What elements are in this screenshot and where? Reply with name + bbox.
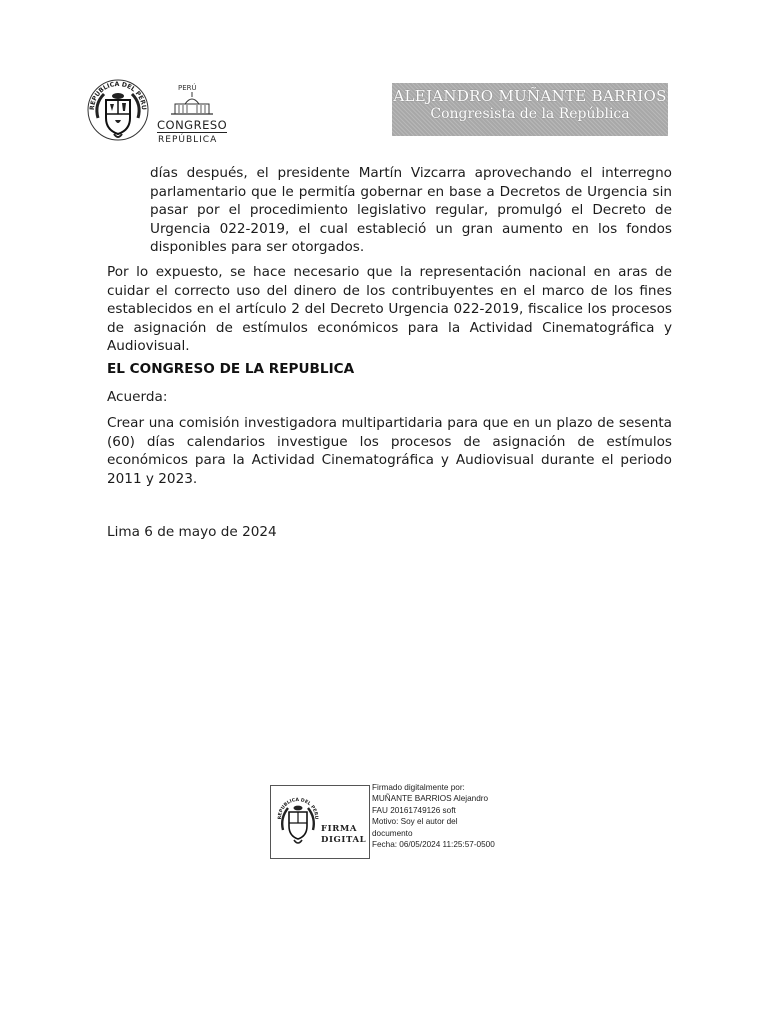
- paragraph-expuesto: Por lo expuesto, se hace necesario que la representación nacional en aras de cuidar el correcto uso del dinero de los contribuyentes en el marco de los fines establecidos en el artículo 2 del Decreto Urgencia 022-2019, fiscalice los procesos de asignación de estímulos económicos para la Actividad Cinematográfica y Audiovisual.: [107, 264, 672, 355]
- republica-wordmark: REPÚBLICA: [158, 135, 218, 145]
- acuerda-label: Acuerda:: [107, 389, 168, 405]
- firma-label: FIRMA: [321, 824, 358, 834]
- seal-text: REPUBLICA DEL PERU: [88, 80, 148, 111]
- signature-line-fecha: Fecha: 06/05/2024 11:25:57-0500: [372, 840, 495, 850]
- author-name: ALEJANDRO MUÑANTE BARRIOS: [393, 87, 667, 105]
- paragraph-continued: días después, el presidente Martín Vizcarra aprovechando el interregno parlamentario que le permitía gobernar en base a Decretos de Urgencia sin pasar por el procedimiento legislativo regular, promulgó el Decreto de Urgencia 022-2019, el cual estableció un gran aumento en los fondos disponibles para ser otorgados.: [150, 165, 672, 256]
- signature-line-motivo: Motivo: Soy el autor del: [372, 817, 458, 827]
- peru-shield-seal: [84, 74, 152, 146]
- congreso-country-label: PERÚ: [178, 84, 197, 92]
- congreso-wordmark: CONGRESO: [157, 118, 228, 132]
- digital-label: DIGITAL: [321, 835, 367, 845]
- author-header-box: [392, 83, 668, 136]
- document-date: Lima 6 de mayo de 2024: [107, 524, 277, 540]
- stamp-seal-text: REPUBLICA DEL PERU: [277, 797, 319, 820]
- signature-line-signed-by: Firmado digitalmente por:: [372, 783, 465, 792]
- firma-digital-label: [321, 824, 366, 846]
- signature-details: [372, 782, 495, 850]
- author-role: Congresista de la República: [430, 106, 630, 122]
- signature-seal-icon: [275, 790, 321, 852]
- congress-building-icon: [165, 92, 219, 116]
- paragraph-resolution: Crear una comisión investigadora multipartidaria para que en un plazo de sesenta (60) días calendarios investigue los procesos de asignación de estímulos económicos para la Actividad Cinematográfica y Audiovisual durante el periodo 2011 y 2023.: [107, 415, 672, 487]
- section-heading: EL CONGRESO DE LA REPUBLICA: [107, 361, 355, 377]
- signature-line-fau: FAU 20161749126 soft: [372, 805, 456, 815]
- signature-line-signer: MUÑANTE BARRIOS Alejandro: [372, 794, 489, 804]
- signature-line-motivo-cont: documento: [372, 828, 413, 838]
